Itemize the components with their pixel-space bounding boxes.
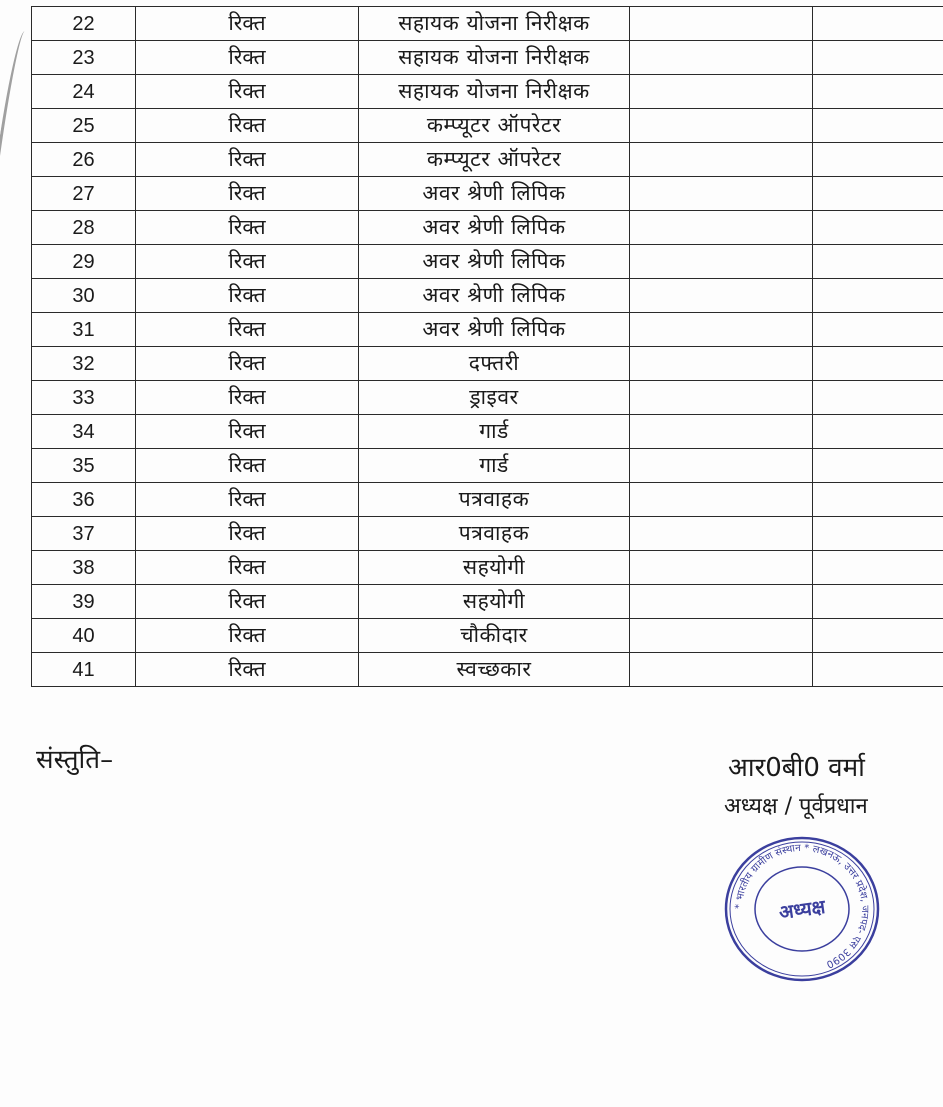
table-row [32, 109, 943, 143]
row-number-cell: 27 [32, 177, 136, 211]
row-number-cell: 36 [32, 483, 136, 517]
row-number-cell: 23 [32, 41, 136, 75]
row-status-cell: रिक्त [136, 619, 359, 653]
table-row [32, 347, 943, 381]
row-post-cell: सहयोगी [359, 551, 630, 585]
row-empty-cell [630, 211, 813, 245]
row-empty-cell [630, 551, 813, 585]
row-empty-cell [813, 551, 943, 585]
row-empty-cell [813, 245, 943, 279]
row-empty-cell [630, 517, 813, 551]
row-post-cell: अवर श्रेणी लिपिक [359, 313, 630, 347]
row-number-cell: 35 [32, 449, 136, 483]
posts-table-body [32, 7, 943, 687]
row-status-cell: रिक्त [136, 483, 359, 517]
row-empty-cell [630, 245, 813, 279]
row-empty-cell [813, 517, 943, 551]
row-empty-cell [813, 347, 943, 381]
row-number-cell: 33 [32, 381, 136, 415]
row-empty-cell [813, 483, 943, 517]
row-empty-cell [630, 75, 813, 109]
row-number-cell: 26 [32, 143, 136, 177]
table-row [32, 619, 943, 653]
signatory-name: आर0बी0 वर्मा [728, 753, 865, 783]
row-empty-cell [630, 143, 813, 177]
row-number-cell: 39 [32, 585, 136, 619]
row-number-cell: 38 [32, 551, 136, 585]
row-empty-cell [630, 109, 813, 143]
row-post-cell: कम्प्यूटर ऑपरेटर [359, 109, 630, 143]
table-row [32, 415, 943, 449]
row-empty-cell [813, 211, 943, 245]
row-empty-cell [813, 381, 943, 415]
row-empty-cell [630, 41, 813, 75]
table-row [32, 245, 943, 279]
row-empty-cell [630, 381, 813, 415]
posts-table [31, 6, 943, 687]
table-row [32, 653, 943, 687]
row-empty-cell [630, 347, 813, 381]
row-empty-cell [813, 41, 943, 75]
table-row [32, 551, 943, 585]
table-row [32, 585, 943, 619]
row-number-cell: 37 [32, 517, 136, 551]
row-number-cell: 24 [32, 75, 136, 109]
row-empty-cell [630, 7, 813, 41]
table-row [32, 143, 943, 177]
row-empty-cell [813, 585, 943, 619]
row-empty-cell [813, 653, 943, 687]
row-post-cell: कम्प्यूटर ऑपरेटर [359, 143, 630, 177]
row-post-cell: अवर श्रेणी लिपिक [359, 211, 630, 245]
row-post-cell: गार्ड [359, 415, 630, 449]
row-post-cell: अवर श्रेणी लिपिक [359, 177, 630, 211]
row-status-cell: रिक्त [136, 551, 359, 585]
row-status-cell: रिक्त [136, 211, 359, 245]
row-post-cell: सहायक योजना निरीक्षक [359, 75, 630, 109]
row-number-cell: 31 [32, 313, 136, 347]
row-post-cell: सहायक योजना निरीक्षक [359, 7, 630, 41]
row-empty-cell [813, 109, 943, 143]
table-row [32, 75, 943, 109]
row-empty-cell [813, 279, 943, 313]
row-status-cell: रिक्त [136, 653, 359, 687]
table-row [32, 313, 943, 347]
row-empty-cell [813, 143, 943, 177]
row-number-cell: 25 [32, 109, 136, 143]
table-row [32, 381, 943, 415]
row-post-cell: सहयोगी [359, 585, 630, 619]
row-status-cell: रिक्त [136, 585, 359, 619]
row-number-cell: 22 [32, 7, 136, 41]
row-status-cell: रिक्त [136, 517, 359, 551]
row-empty-cell [630, 653, 813, 687]
row-empty-cell [630, 415, 813, 449]
row-status-cell: रिक्त [136, 177, 359, 211]
table-row [32, 449, 943, 483]
row-post-cell: दफ्तरी [359, 347, 630, 381]
signatory-role: अध्यक्ष / पूर्वप्रधान [724, 794, 868, 819]
row-status-cell: रिक्त [136, 313, 359, 347]
row-number-cell: 40 [32, 619, 136, 653]
row-post-cell: अवर श्रेणी लिपिक [359, 279, 630, 313]
table-row [32, 517, 943, 551]
margin-scan-mark [0, 30, 32, 240]
row-empty-cell [630, 483, 813, 517]
row-empty-cell [813, 313, 943, 347]
row-status-cell: रिक्त [136, 143, 359, 177]
table-row [32, 177, 943, 211]
table-row [32, 279, 943, 313]
row-status-cell: रिक्त [136, 415, 359, 449]
seal-ring-text: * भारतीय ग्रामीण संस्थान * लखनऊ, उत्तर प्रदेश, जनपद- एस 3090 [733, 842, 871, 970]
row-post-cell: चौकीदार [359, 619, 630, 653]
row-empty-cell [813, 449, 943, 483]
row-post-cell: पत्रवाहक [359, 517, 630, 551]
row-empty-cell [813, 619, 943, 653]
row-status-cell: रिक्त [136, 75, 359, 109]
row-post-cell: पत्रवाहक [359, 483, 630, 517]
row-empty-cell [813, 177, 943, 211]
table-row [32, 211, 943, 245]
row-empty-cell [813, 7, 943, 41]
table-row [32, 483, 943, 517]
row-number-cell: 30 [32, 279, 136, 313]
row-status-cell: रिक्त [136, 7, 359, 41]
table-row [32, 7, 943, 41]
table-row [32, 41, 943, 75]
row-empty-cell [813, 75, 943, 109]
row-number-cell: 34 [32, 415, 136, 449]
row-number-cell: 41 [32, 653, 136, 687]
official-seal-stamp [722, 834, 882, 984]
row-post-cell: सहायक योजना निरीक्षक [359, 41, 630, 75]
row-number-cell: 29 [32, 245, 136, 279]
row-status-cell: रिक्त [136, 449, 359, 483]
row-post-cell: स्वच्छकार [359, 653, 630, 687]
row-empty-cell [630, 279, 813, 313]
row-empty-cell [630, 619, 813, 653]
row-empty-cell [630, 585, 813, 619]
row-empty-cell [813, 415, 943, 449]
recommendation-label: संस्तुति– [36, 745, 114, 775]
row-number-cell: 32 [32, 347, 136, 381]
row-status-cell: रिक्त [136, 381, 359, 415]
row-empty-cell [630, 177, 813, 211]
row-number-cell: 28 [32, 211, 136, 245]
row-post-cell: ड्राइवर [359, 381, 630, 415]
row-status-cell: रिक्त [136, 109, 359, 143]
seal-center-text: अध्यक्ष [777, 895, 827, 925]
row-status-cell: रिक्त [136, 347, 359, 381]
row-empty-cell [630, 313, 813, 347]
row-post-cell: गार्ड [359, 449, 630, 483]
row-empty-cell [630, 449, 813, 483]
row-status-cell: रिक्त [136, 279, 359, 313]
row-status-cell: रिक्त [136, 41, 359, 75]
row-status-cell: रिक्त [136, 245, 359, 279]
row-post-cell: अवर श्रेणी लिपिक [359, 245, 630, 279]
